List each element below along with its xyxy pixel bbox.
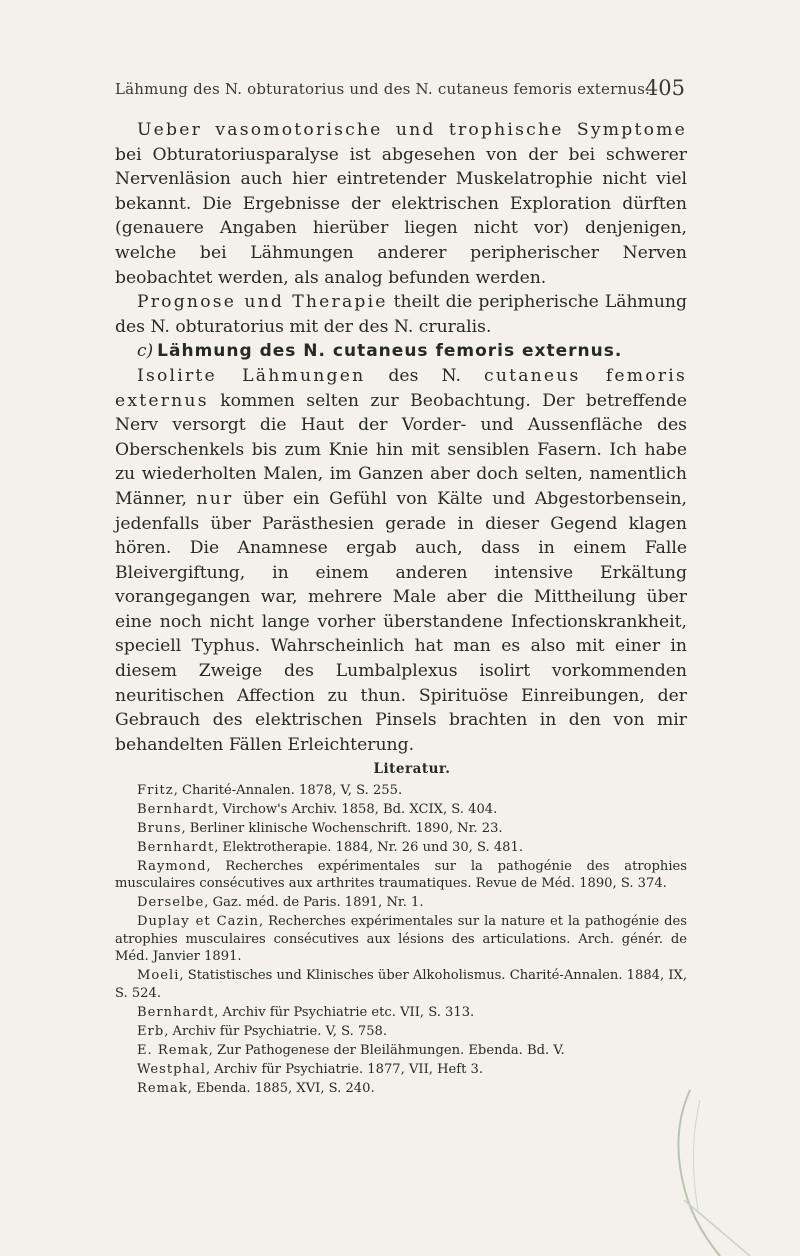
reference-text: , Recherches expérimentales sur la nature et la pathogénie des atrophies musculaires consécutives aux lésions des articulations. Arch. génér. de Méd. Janvier 1891. [115, 914, 687, 965]
paragraph-lead: Isolirte Lähmungen [137, 365, 366, 386]
reference-author: Erb [137, 1023, 165, 1039]
emphasis: nur [196, 488, 234, 509]
paragraph-lead: Prognose und Therapie [137, 292, 388, 313]
library-stamp-mark [660, 1060, 800, 1256]
paragraph-symptoms [115, 118, 687, 290]
running-title: Lähmung des N. obturatorius und des N. cutaneus femoris externus. [115, 80, 651, 98]
reference-item [115, 1080, 687, 1097]
section-title: Lähmung des N. cutaneus femoris externus. [157, 341, 623, 362]
reference-item [115, 820, 687, 837]
reference-text: , Berliner klinische Wochenschrift. 1890, Nr. 23. [181, 821, 503, 837]
reference-author: Bruns [137, 821, 182, 837]
main-text [115, 118, 687, 1099]
reference-list [115, 782, 687, 1097]
section-heading [115, 339, 687, 364]
reference-author: Derselbe [137, 895, 205, 911]
reference-author: Bernhardt [137, 1004, 215, 1020]
reference-item [115, 967, 687, 1002]
reference-item [115, 894, 687, 911]
reference-text: , Recherches expérimentales sur la pathogénie des atrophies musculaires consécutives aux arthrites traumatiques. Revue de Méd. 1890, S. 374. [115, 859, 687, 892]
paragraph-connector: des N. [365, 365, 484, 386]
reference-item [115, 801, 687, 818]
reference-author: Raymond [137, 859, 207, 875]
paragraph-body: bei Obturatoriusparalyse ist abgesehen von der bei schwerer Nervenläsion auch hier eintretender Muskelatrophie nicht viel bekannt. Die Ergebnisse der elektrischen Exploration dürften (genauere Angaben hierüber liegen nicht vor) denjenigen, welche bei Lähmungen anderer peripherischer Nerven beobachtet werden, als analog befunden werden. [115, 144, 687, 288]
paragraph-body-continued: über ein Gefühl von Kälte und Abgestorbensein, jedenfalls über Parästhesien gerade in dieser Gegend klagen hören. Die Anamnese ergab auch, dass in einem Falle Bleivergiftung, in einem anderen intensive Erkältung vorangegangen war, mehrere Male aber die Mittheilung über eine noch nicht lange vorher überstandene Infectionskrankheit, speciell Typhus. Wahrscheinlich hat man es also mit einer in diesem Zweige des Lumbalplexus isolirt vorkommenden neuritischen Affection zu thun. Spirituöse Einreibungen, der Gebrauch des elektrischen Pinsels brachten in den von mir behandelten Fällen Erleichterung. [115, 488, 687, 755]
reference-text: , Gaz. méd. de Paris. 1891, Nr. 1. [204, 895, 424, 911]
paragraph-body: theilt die peripherische Lähmung des N. obturatorius mit der des N. cruralis. [115, 292, 687, 337]
reference-item [115, 1061, 687, 1078]
reference-text: , Archiv für Psychiatrie. V, S. 758. [164, 1023, 388, 1039]
reference-author: E. Remak [137, 1042, 209, 1058]
reference-author: Bernhardt [137, 840, 215, 856]
paragraph-prognosis [115, 290, 687, 339]
reference-text: , Virchow's Archiv. 1858, Bd. XCIX, S. 404. [214, 802, 498, 818]
literature-heading: Literatur. [373, 761, 451, 778]
reference-text: , Archiv für Psychiatrie etc. VII, S. 313. [214, 1004, 475, 1020]
reference-item [115, 782, 687, 799]
reference-author: Bernhardt [137, 802, 215, 818]
paragraph-body: kommen selten zur Beobachtung. Der betreffende Nerv versorgt die Haut der Vorder- und Aussenfläche des Oberschenkels bis zum Knie hin mit sensiblen Fasern. Ich habe zu wiederholten Malen, im Ganzen aber doch selten, namentlich Männer, [115, 390, 687, 509]
page-number: 405 [644, 76, 685, 100]
page-header [115, 76, 685, 104]
reference-item [115, 1004, 687, 1021]
section-label: c) [137, 341, 154, 362]
reference-item [115, 1023, 687, 1040]
reference-item [115, 839, 687, 856]
reference-author: Remak [137, 1080, 188, 1096]
reference-text: , Zur Pathogenese der Bleilähmungen. Ebenda. Bd. V. [208, 1042, 565, 1058]
reference-author: Duplay et Cazin [137, 914, 259, 930]
reference-text: , Statistisches und Klinisches über Alkoholismus. Charité-Annalen. 1884, IX, S. 524. [115, 968, 687, 1001]
paragraph-isolated-lesions [115, 364, 687, 758]
reference-item [115, 1042, 687, 1059]
reference-text: , Elektrotherapie. 1884, Nr. 26 und 30, S. 481. [214, 840, 523, 856]
reference-item [115, 913, 687, 965]
reference-item [115, 858, 687, 893]
reference-author: Moeli [137, 968, 180, 984]
reference-author: Fritz [137, 783, 174, 799]
reference-text: , Archiv für Psychiatrie. 1877, VII, Heft 3. [205, 1061, 484, 1077]
reference-text: , Charité-Annalen. 1878, V, S. 255. [173, 783, 403, 799]
reference-text: , Ebenda. 1885, XVI, S. 240. [187, 1080, 375, 1096]
nerve-name: cutaneus femoris externus [115, 365, 687, 411]
paragraph-lead: Ueber vasomotorische und trophische Symptome [137, 120, 687, 140]
reference-author: Westphal [137, 1061, 206, 1077]
